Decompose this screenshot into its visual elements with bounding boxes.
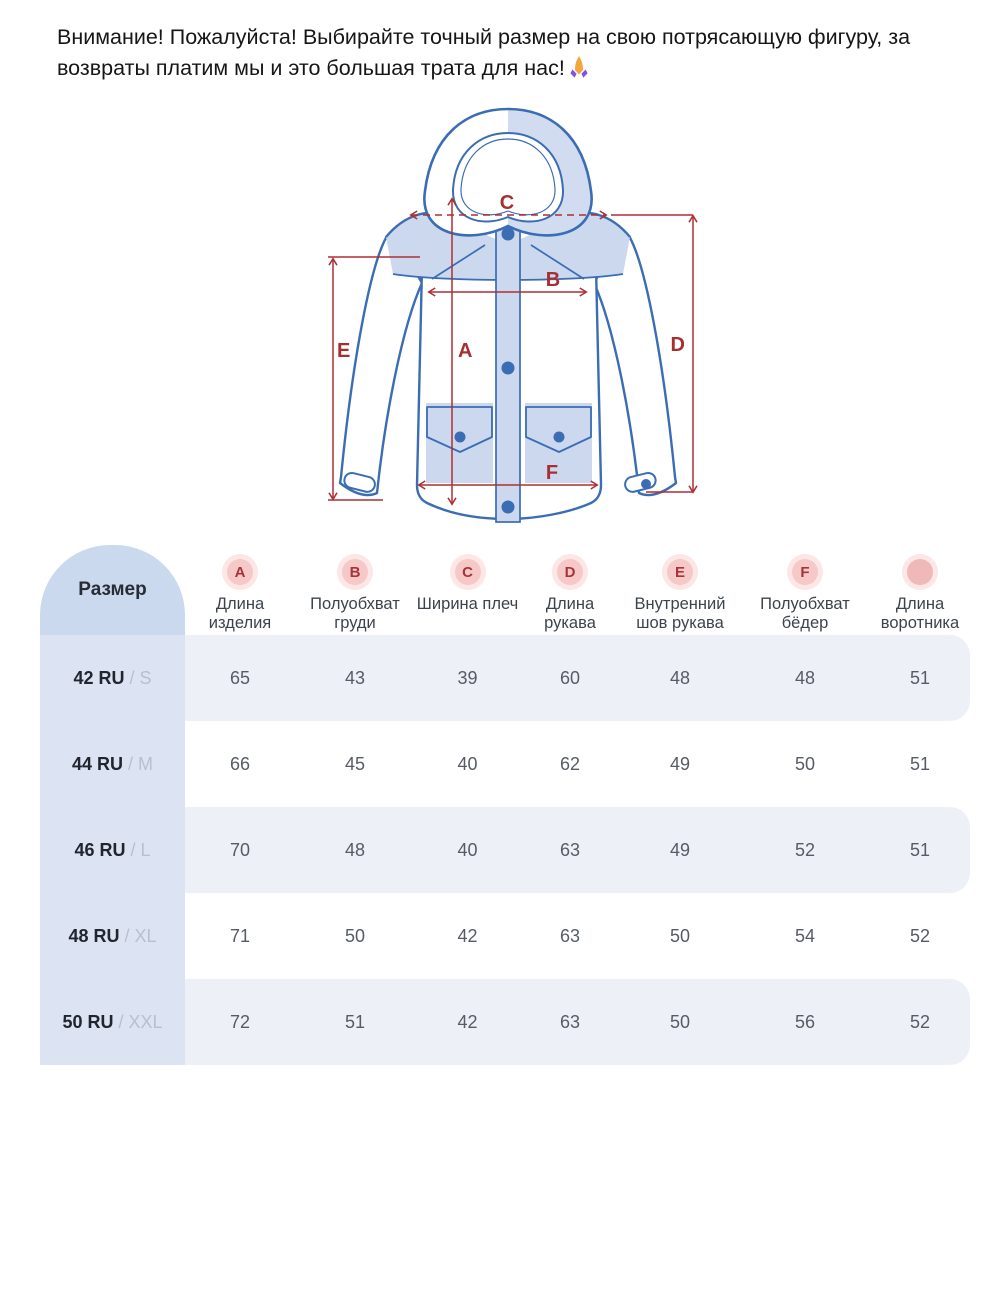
- column-header-a: [185, 545, 295, 635]
- value-cell: 66: [229, 753, 251, 774]
- value-cell: 42: [457, 925, 478, 946]
- size-column-header: [40, 545, 185, 635]
- value-cell: 60: [559, 667, 581, 688]
- column-header-b: [295, 545, 415, 635]
- value-cell: 48: [669, 667, 691, 688]
- measure-badge-e: E: [662, 554, 698, 590]
- size-cell: 42 RU / S: [40, 635, 185, 721]
- value-cell: 49: [669, 839, 691, 860]
- jacket-right-pocket-button: [554, 432, 565, 443]
- jacket-right-cuff-button: [641, 479, 651, 489]
- column-label: Полуобхват груди: [310, 595, 400, 633]
- value-cell: 62: [559, 753, 581, 774]
- value-cell: 71: [229, 925, 251, 946]
- size-cell: 46 RU / L: [40, 807, 185, 893]
- jacket-bottom-button: [502, 501, 515, 514]
- size-table-header: [40, 545, 970, 635]
- value-cell: 48: [344, 839, 366, 860]
- table-row-44ru: [40, 721, 970, 807]
- column-header-d: [520, 545, 620, 635]
- measure-badge-c: C: [450, 554, 486, 590]
- measure-badge-f: F: [787, 554, 823, 590]
- value-cell: 52: [794, 839, 816, 860]
- value-cell: 54: [794, 925, 816, 946]
- value-cell: 50: [344, 925, 366, 946]
- measure-badge-b: B: [337, 554, 373, 590]
- value-cell: 51: [909, 839, 931, 860]
- jacket-measurement-diagram: [280, 95, 720, 540]
- value-cell: 50: [669, 1011, 691, 1032]
- value-cell: 51: [909, 753, 931, 774]
- jacket-mid-button: [502, 362, 515, 375]
- size-cell: 44 RU / M: [40, 721, 185, 807]
- value-cell: 45: [344, 753, 366, 774]
- measure-label-a: A: [458, 340, 473, 362]
- value-cell: 50: [794, 753, 816, 774]
- value-cell: 48: [794, 667, 816, 688]
- value-cell: 52: [909, 1011, 931, 1032]
- column-label: Полуобхват бёдер: [760, 595, 850, 633]
- table-row-46ru: [40, 807, 970, 893]
- column-header-c: [415, 545, 520, 635]
- measure-badge-d: D: [552, 554, 588, 590]
- value-cell: 52: [909, 925, 931, 946]
- table-row-50ru: [40, 979, 970, 1065]
- value-cell: 50: [669, 925, 691, 946]
- value-cell: 40: [457, 839, 478, 860]
- size-cell: 48 RU / XL: [40, 893, 185, 979]
- jacket-placket: [496, 228, 520, 522]
- column-label: Длина воротника: [880, 595, 960, 633]
- measure-label-d: D: [670, 334, 685, 356]
- column-label: Ширина плеч: [416, 595, 519, 613]
- value-cell: 63: [559, 839, 581, 860]
- size-table: [40, 545, 970, 1065]
- column-label: Внутренний шов рукава: [634, 595, 726, 633]
- folded-hands-emoji: [569, 55, 589, 79]
- measure-label-f: F: [545, 462, 559, 484]
- size-header-label: Размер: [78, 579, 147, 600]
- value-cell: 65: [229, 667, 251, 688]
- measure-label-c: C: [499, 192, 515, 214]
- measure-label-e: E: [337, 340, 351, 362]
- measure-label-b: B: [545, 269, 561, 291]
- size-cell: 50 RU / XXL: [40, 979, 185, 1065]
- value-cell: 43: [344, 667, 366, 688]
- value-cell: 51: [344, 1011, 366, 1032]
- column-label: Длина рукава: [544, 595, 596, 633]
- attention-note-text: Внимание! Пожалуйста! Выбирайте точный размер на свою потрясающую фигуру, за возвраты платим мы и это большая трата для нас!: [57, 25, 911, 80]
- value-cell: 49: [669, 753, 691, 774]
- table-row-48ru: [40, 893, 970, 979]
- column-header-e: [620, 545, 740, 635]
- table-row-42ru: [40, 635, 970, 721]
- jacket-left-pocket-button: [455, 432, 466, 443]
- attention-note: [57, 22, 962, 84]
- value-cell: 51: [909, 667, 931, 688]
- value-cell: 39: [457, 667, 478, 688]
- measure-badge-a: A: [222, 554, 258, 590]
- value-cell: 42: [457, 1011, 478, 1032]
- column-header-collar: [870, 545, 970, 635]
- value-cell: 63: [559, 925, 581, 946]
- value-cell: 56: [794, 1011, 816, 1032]
- value-cell: 63: [559, 1011, 581, 1032]
- value-cell: 70: [229, 839, 251, 860]
- value-cell: 72: [229, 1011, 251, 1032]
- value-cell: 40: [457, 753, 478, 774]
- column-header-f: [740, 545, 870, 635]
- measure-badge-collar: [902, 554, 938, 590]
- column-label: Длина изделия: [208, 595, 272, 633]
